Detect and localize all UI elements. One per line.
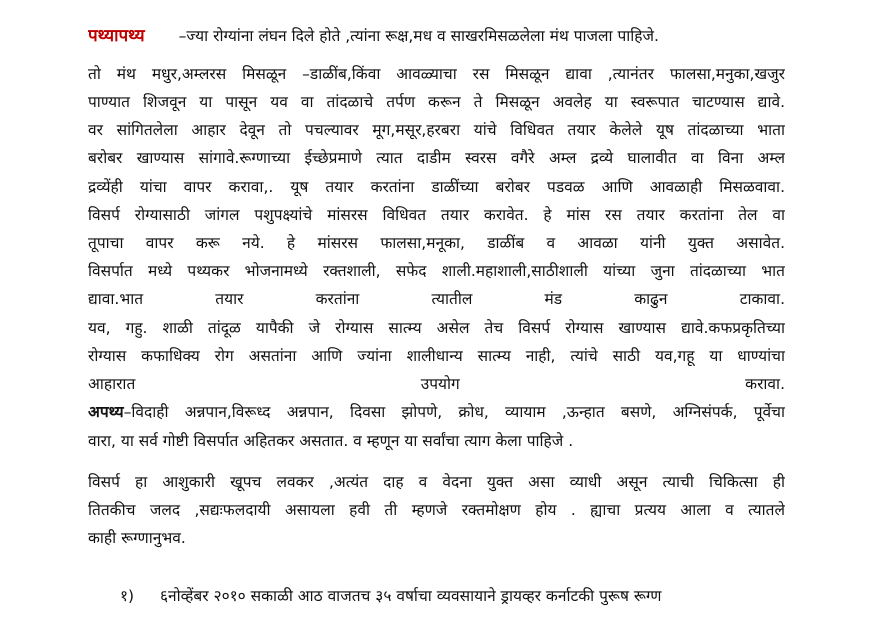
body-line: बरोबर खाण्यास सांगावे.रूग्णाच्या ईच्छेप्रमाणे त्यात दाडीम स्वरस वगैरे अम्ल द्रव्ये घालावीत वा विना अम्ल	[88, 149, 785, 167]
heading-text: –ज्या रोग्यांना लंघन दिले होते ,त्यांना रूक्ष,मध व साखरमिसळलेला मंथ पाजला पाहिजे.	[178, 27, 659, 45]
body-line: विसर्प हा आशुकारी खूपच लवकर ,अत्यंत दाह व वेदना युक्त असा व्याधी असून त्याची चिकित्सा ही	[88, 473, 785, 491]
apathya-text: –विदाही अन्नपान,विरूध्द अन्नपान, दिवसा झोपणे, क्रोध, व्यायाम ,ऊन्हात बसणे, अग्निसंपर्क, पूर्वेचा	[123, 403, 785, 421]
heading-line	[88, 26, 785, 46]
case-line	[120, 586, 785, 606]
body-line: पाण्यात शिजवून या पासून यव वा तांदळाचे तर्पण करून ते मिसळून अवलेह या स्वरूपात चाटण्यास द्यावे.	[88, 93, 785, 111]
body-line: द्रव्येंही यांचा वापर करावा,. यूष तयार करतांना डाळींच्या बरोबर पडवळ आणि आवळाही मिसळवावा.	[88, 178, 785, 196]
section-heading: पथ्यापथ्य	[88, 26, 145, 46]
body-line: तो मंथ मधुर,अम्लरस मिसळून –डाळींब,किंवा आवळ्याचा रस मिसळून द्यावा ,त्यानंतर फालसा,मनुका,खजुर	[88, 65, 785, 83]
body-line: वर सांगितलेला आहार देवून तो पचल्यावर मूग,मसूर,हरबरा यांचे विधिवत तयार केलेले यूष तांदळाच्या भाता	[88, 121, 785, 139]
case-text: ६नोव्हेंबर २०१० सकाळी आठ वाजतच ३५ वर्षाचा व्यवसायाने ड्रायव्हर कर्नाटकी पुरूष रूग्ण	[160, 587, 662, 605]
body-line: विसर्पात मध्ये पथ्यकर भोजनामध्ये रक्तशाली, सफेद शाली.महाशाली,साठीशाली यांच्या जुना तांदळाच्या भात	[88, 262, 785, 280]
body-line: तितकीच जलद ,सद्यःफलदायी असायला हवी ती म्हणजे रक्तमोक्षण होय . ह्याचा प्रत्यय आला व त्यातले	[88, 501, 785, 519]
body-line: विसर्प रोग्यासाठी जांगल पशुपक्ष्यांचे मांसरस विधिवत तयार करावेत. हे मांस रस तयार करतांना तेल वा	[88, 206, 785, 224]
body-line: द्यावा.भात तयार करतांना त्यातील मंड काढुन टाकावा.	[88, 290, 785, 308]
case-number: १)	[120, 587, 135, 605]
body-line: वारा, या सर्व गोष्टी विसर्पात अहितकर असतात. व म्हणून या सर्वांचा त्याग केला पाहिजे .	[88, 432, 574, 450]
body-line: रोग्यास कफाधिक्य रोग असतांना आणि ज्यांना शालीधान्य सात्म्य नाही, त्यांचे साठी यव,गहू या धाण्यांचा	[88, 347, 785, 365]
body-line: आहारात उपयोग करावा.	[88, 375, 785, 393]
body-line: तूपाचा वापर करू नये. हे मांसरस फालसा,मनूका, डाळींब व आवळा यांनी युक्त असावेत.	[88, 234, 785, 252]
apathya-line	[88, 402, 785, 422]
body-line: यव, गहु. शाळी तांदूळ यापैकी जे रोग्यास सात्म्य असेल तेच विसर्प रोग्यास खाण्यास द्यावे.कफप्रकृतिच्या	[88, 319, 785, 337]
apathya-label: अपथ्य	[88, 403, 124, 421]
body-line: काही रूग्णानुभव.	[88, 529, 186, 547]
